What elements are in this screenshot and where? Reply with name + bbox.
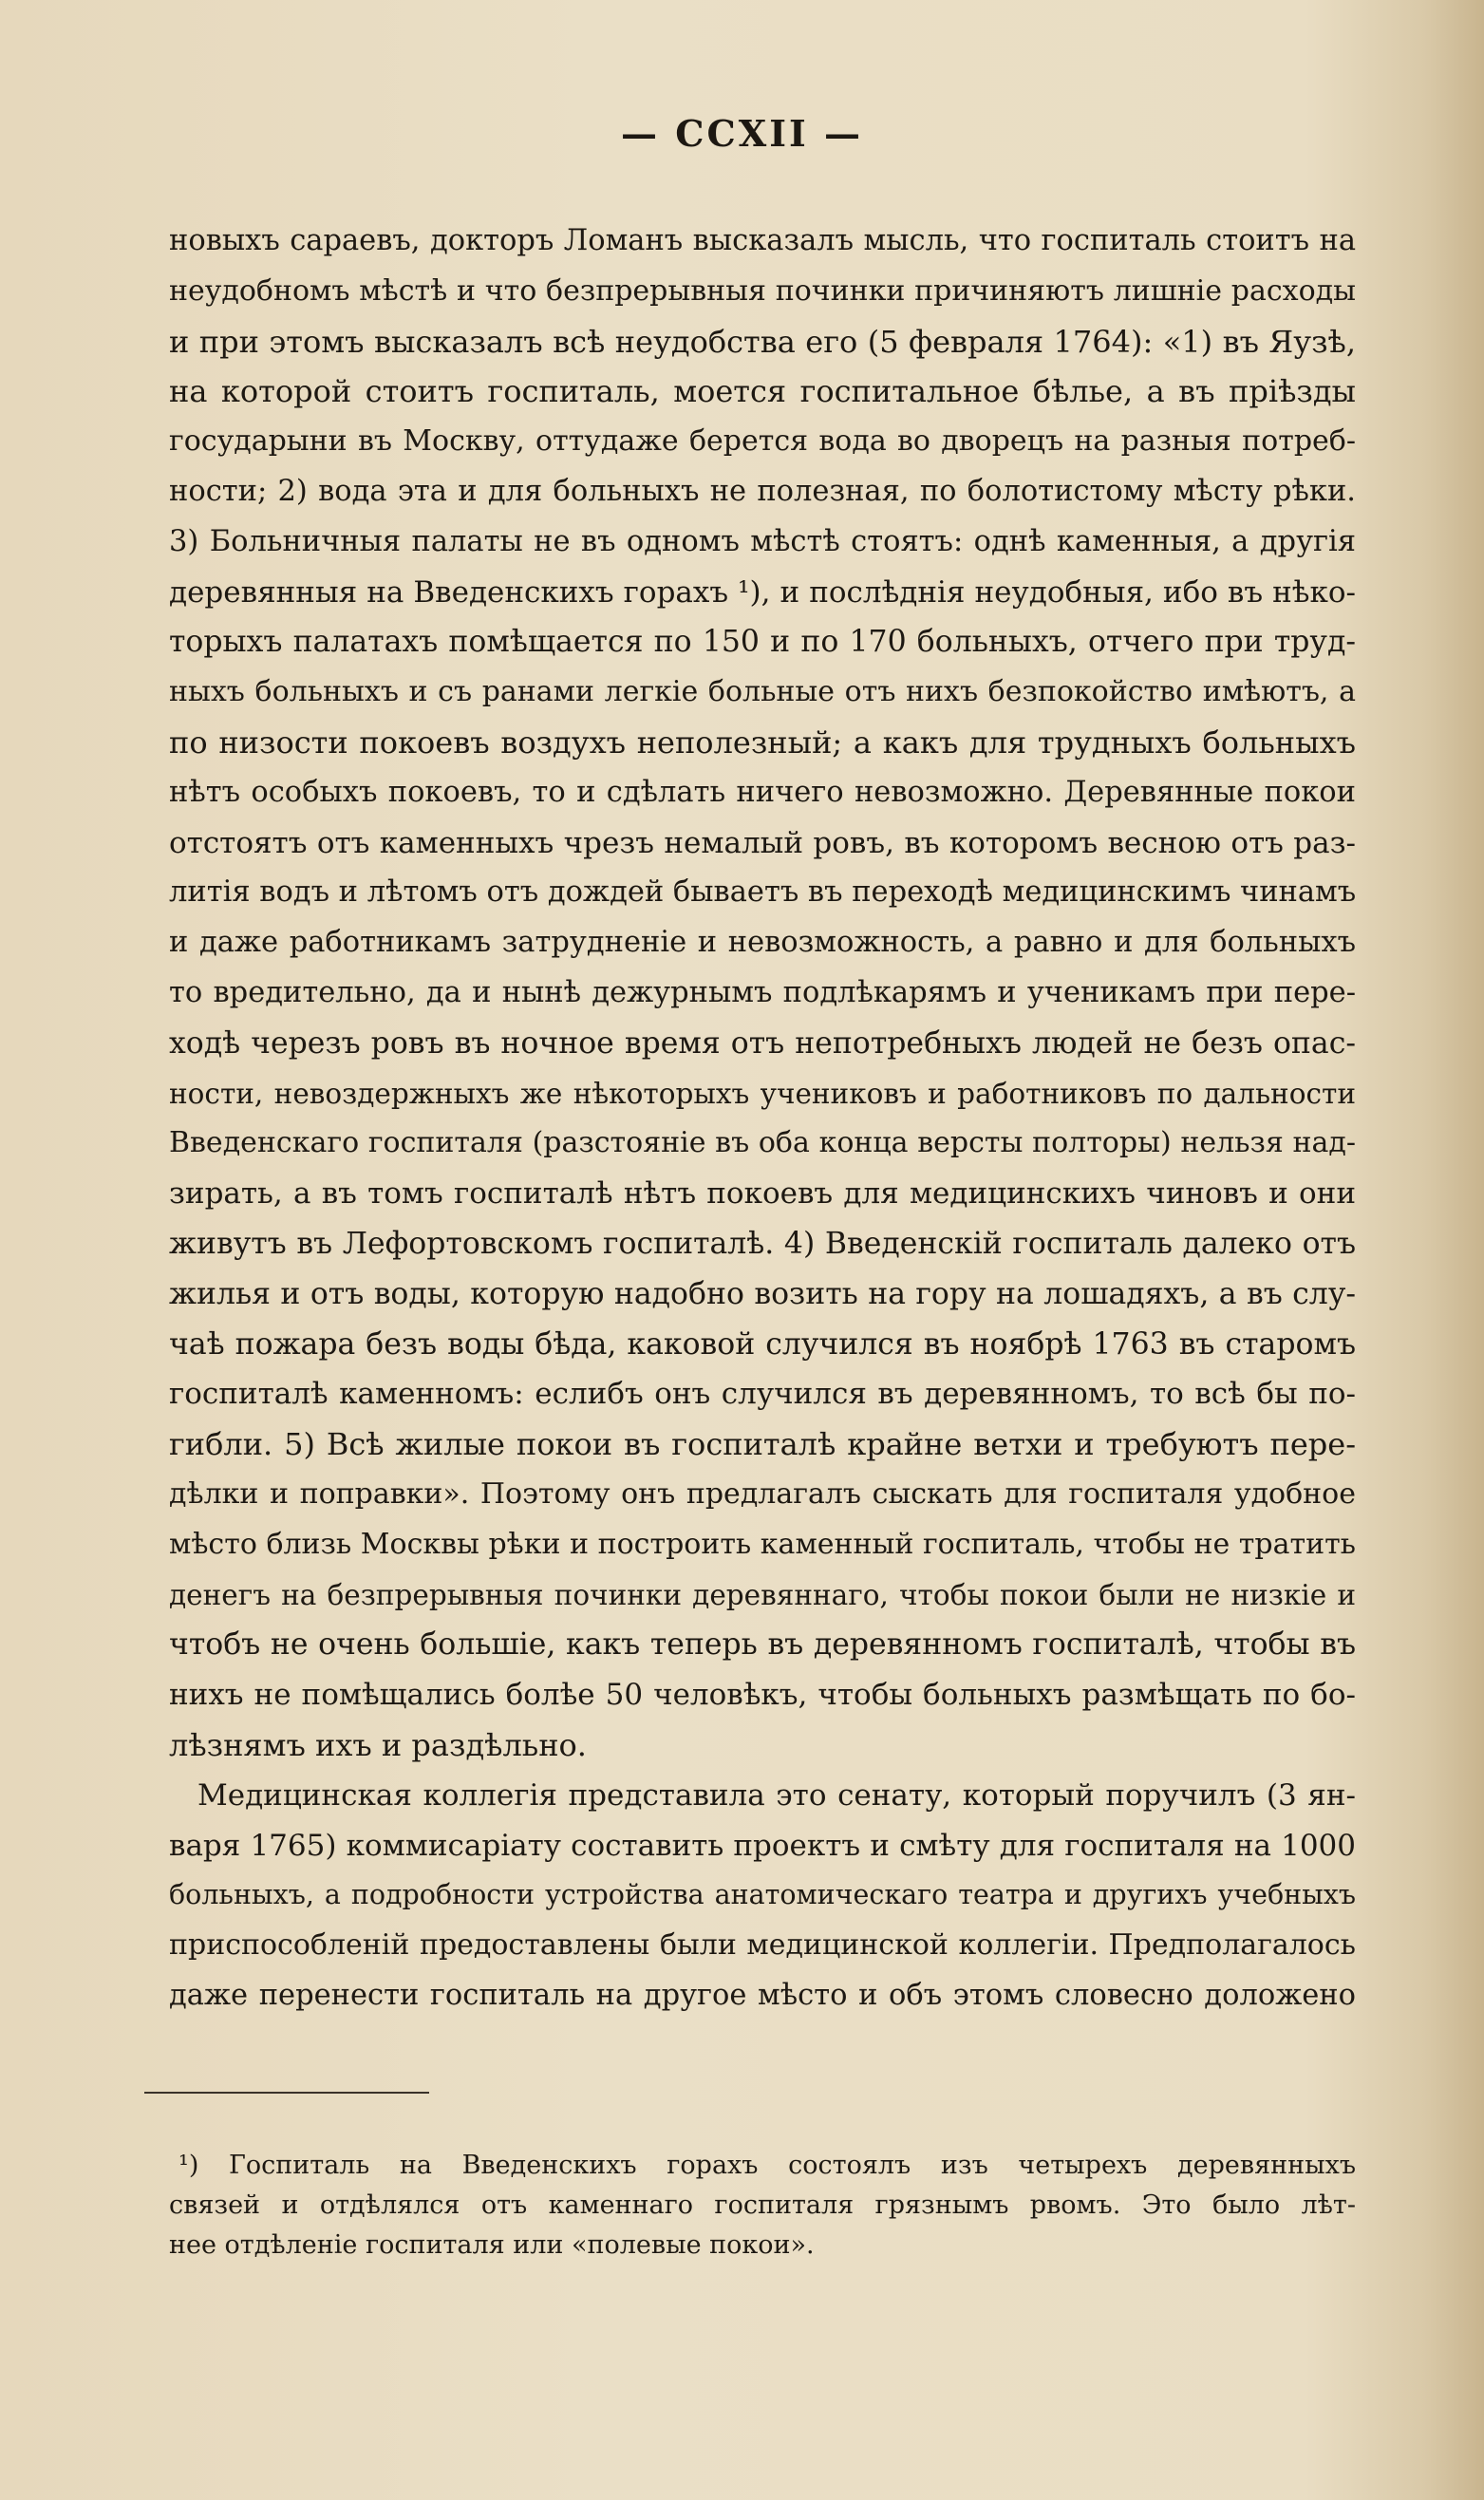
text-line: денегъ на безпрерывныя починки деревяннаго, чтобы покои были не низкіе и (169, 1578, 1356, 1611)
text-line: чтобъ не очень большіе, какъ теперь въ деревянномъ госпиталѣ, чтобы въ (169, 1627, 1356, 1663)
footnote-line: связей и отдѣлялся отъ каменнаго госпиталя грязнымъ рвомъ. Это было лѣт- (169, 2190, 1356, 2220)
text-line: чаѣ пожара безъ воды бѣда, каковой случился въ ноябрѣ 1763 въ старомъ (169, 1326, 1356, 1362)
text-line: неудобномъ мѣстѣ и что безпрерывныя починки причиняютъ лишніе расходы (169, 273, 1356, 308)
text-line: по низости покоевъ воздухъ неполезный; а какъ для трудныхъ больныхъ (169, 724, 1356, 761)
text-line: то вредительно, да и нынѣ дежурнымъ подлѣкарямъ и ученикамъ при пере- (169, 975, 1356, 1009)
text-line: варя 1765) коммисаріату составить проектъ и смѣту для госпиталя на 1000 (169, 1828, 1356, 1863)
text-line: деревянныя на Введенскихъ горахъ ¹), и послѣднія неудобныя, ибо въ нѣко- (169, 574, 1356, 610)
text-line: ходѣ черезъ ровъ въ ночное время отъ непотребныхъ людей не безъ опас- (169, 1025, 1356, 1061)
text-line: отстоятъ отъ каменныхъ чрезъ немалый ровъ, въ которомъ весною отъ раз- (169, 825, 1356, 860)
text-line: мѣсто близь Москвы рѣки и построить каменный госпиталь, чтобы не тратить (169, 1527, 1356, 1561)
text-line: жилья и отъ воды, которую надобно возить на гору на лошадяхъ, а въ слу- (169, 1276, 1356, 1311)
text-line: приспособленій предоставлены были медицинской коллегіи. Предполагалось (169, 1928, 1356, 1963)
text-line: нѣтъ особыхъ покоевъ, то и сдѣлать ничего невозможно. Деревянные покои (169, 775, 1356, 809)
text-line: больныхъ, а подробности устройства анатомическаго театра и другихъ учебныхъ (169, 1879, 1356, 1911)
page-number: — CCXII — (621, 112, 863, 155)
text-line: литія водъ и лѣтомъ отъ дождей бываетъ въ переходѣ медицинскимъ чинамъ (169, 875, 1357, 910)
text-line: Введенскаго госпиталя (разстояніе въ оба конца версты полторы) нельзя над- (169, 1126, 1356, 1160)
text-line: на которой стоитъ госпиталь, моется госпитальное бѣлье, а въ пріѣзды (169, 373, 1356, 410)
text-line: государыни въ Москву, оттудаже берется вода во дворецъ на разныя потреб- (169, 424, 1356, 459)
footnote-divider (144, 2092, 429, 2094)
text-line: ныхъ больныхъ и съ ранами легкіе больные отъ нихъ безпокойство имѣютъ, а (169, 675, 1356, 709)
text-line: 3) Больничныя палаты не въ одномъ мѣстѣ стоятъ: однѣ каменныя, а другія (169, 524, 1356, 558)
text-line: и при этомъ высказалъ всѣ неудобства его (5 февраля 1764): «1) въ Яузѣ, (169, 323, 1356, 360)
text-line: и даже работникамъ затрудненіе и невозможность, а равно и для больныхъ (169, 926, 1356, 960)
text-line: даже перенести госпиталь на другое мѣсто и объ этомъ словесно доложено (169, 1978, 1356, 2012)
text-line: живутъ въ Лефортовскомъ госпиталѣ. 4) Введенскій госпиталь далеко отъ (169, 1226, 1356, 1261)
text-line-paragraph-start: Медицинская коллегія представила это сенату, который поручилъ (3 ян- (197, 1777, 1356, 1813)
text-line: ности; 2) вода эта и для больныхъ не полезная, по болотистому мѣсту рѣки. (169, 474, 1356, 508)
text-line: зирать, а въ томъ госпиталѣ нѣтъ покоевъ для медицинскихъ чиновъ и они (169, 1176, 1356, 1212)
text-line: госпиталѣ каменномъ: еслибъ онъ случился въ деревянномъ, то всѣ бы по- (169, 1377, 1356, 1412)
text-line: гибли. 5) Всѣ жилые покои въ госпиталѣ крайне ветхи и требуютъ пере- (169, 1426, 1356, 1463)
footnote-line: ¹) Госпиталь на Введенскихъ горахъ состоялъ изъ четырехъ деревянныхъ (178, 2151, 1356, 2180)
text-line-paragraph-end: лѣзнямъ ихъ и раздѣльно. (169, 1726, 587, 1763)
text-line: новыхъ сараевъ, докторъ Ломанъ высказалъ мысль, что госпиталь стоитъ на (169, 224, 1356, 257)
text-line: ности, невоздержныхъ же нѣкоторыхъ учениковъ и работниковъ по дальности (169, 1077, 1356, 1110)
text-line: нихъ не помѣщались болѣе 50 человѣкъ, чтобы больныхъ размѣщать по бо- (169, 1678, 1356, 1713)
text-line: дѣлки и поправки». Поэтому онъ предлагалъ сыскать для госпиталя удобное (169, 1476, 1356, 1511)
footnote-line: нее отдѣленіе госпиталя или «полевые покои». (169, 2230, 815, 2260)
text-line: торыхъ палатахъ помѣщается по 150 и по 170 больныхъ, отчего при труд- (169, 625, 1356, 660)
footnote (169, 2146, 1356, 2265)
main-text (169, 216, 1356, 2021)
